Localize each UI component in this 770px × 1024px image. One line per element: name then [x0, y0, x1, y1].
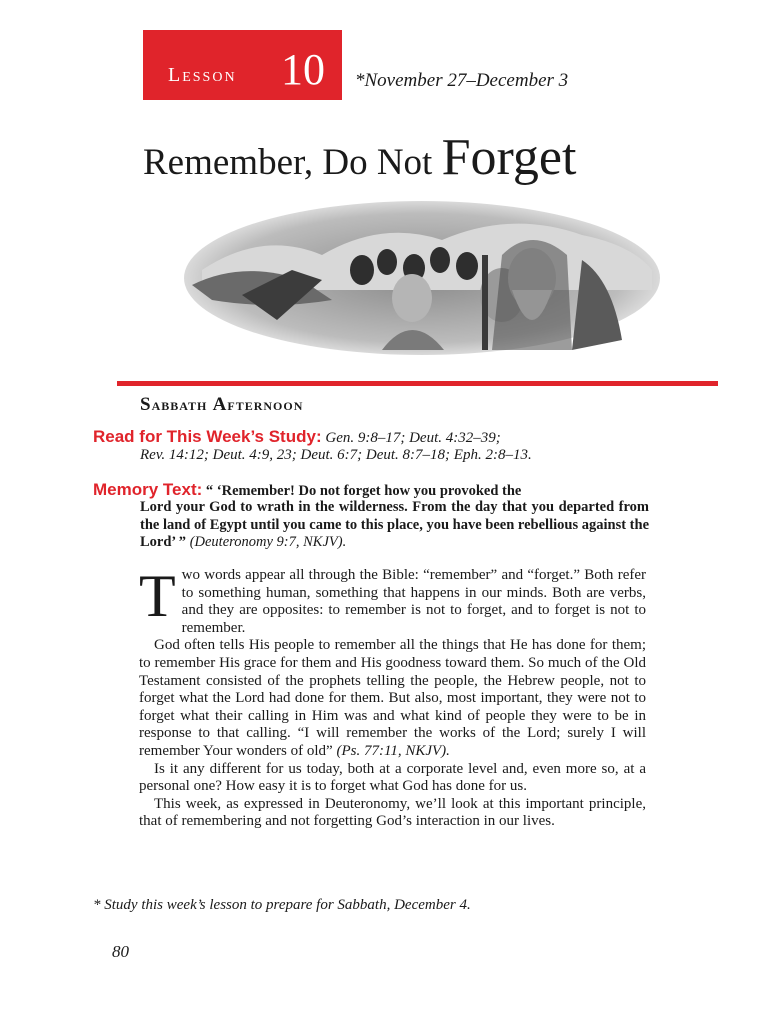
footnote: * Study this week’s lesson to prepare for Sabbath, December 4.: [93, 897, 471, 913]
lesson-label: Lesson: [168, 64, 237, 86]
paragraph-3: Is it any different for us today, both at a corporate level and, even more so, at a personal one? How easy it is to forget what God has done for us.: [139, 760, 646, 795]
page-title: [143, 128, 576, 187]
paragraph-4: This week, as expressed in Deuteronomy, we’ll look at this important principle, that of remembering and not forgetting God’s interaction in our lives.: [139, 795, 646, 830]
paragraph-2: God often tells His people to remember all the things that He has done for them; to remember His grace for them and His goodness toward them. So much of the Old Testament consisted of the prophets telling the people, the Hebrew people, not to forget what the Lord had done for them. But also, most important, they were not to forget what their calling in Him was and what kind of people they were to be in response to that calling. “I will remember the works of the Lord; surely I will remember Your wonders of old” (Ps. 77:11, NKJV).: [139, 637, 646, 759]
lesson-banner: [143, 30, 342, 100]
read-refs-2: Rev. 14:12; Deut. 4:9, 23; Deut. 6:7; Deut. 8:7–18; Eph. 2:8–13.: [140, 447, 532, 463]
memory-line-1: “ ‘Remember! Do not forget how you provoked the: [202, 483, 522, 499]
memory-body: [140, 499, 649, 552]
read-refs-1: Gen. 9:8–17; Deut. 4:32–39;: [321, 430, 501, 446]
lesson-number: 10: [281, 45, 325, 94]
section-heading: Sabbath Afternoon: [140, 394, 304, 415]
date-range: *November 27–December 3: [355, 70, 569, 91]
title-part-1: Remember, Do Not: [143, 142, 442, 183]
paragraph-1: Two words appear all through the Bible: “remember” and “forget.” Both refer to something human, something that happens in our minds. Both are verbs, and they are opposites: to remember is not to forget, and to forget is not to remember.: [139, 563, 646, 636]
memory-label: Memory Text:: [93, 480, 203, 499]
memory-verse: Lord your God to wrath in the wilderness. From the day that you departed from the land of Egypt until you came to this place, you have been rebellious against the Lord’ ”: [140, 499, 649, 550]
drop-cap: T: [139, 563, 176, 629]
page-number: 80: [112, 942, 129, 961]
exodus-illustration: [182, 200, 662, 355]
read-for-study: [93, 428, 663, 447]
lesson-body: [139, 563, 646, 831]
section-divider: [117, 381, 718, 386]
read-label: Read for This Week’s Study:: [93, 427, 322, 446]
memory-reference: (Deuteronomy 9:7, NKJV).: [186, 534, 347, 550]
memory-text: [93, 481, 649, 501]
title-part-2: Forget: [441, 129, 577, 186]
